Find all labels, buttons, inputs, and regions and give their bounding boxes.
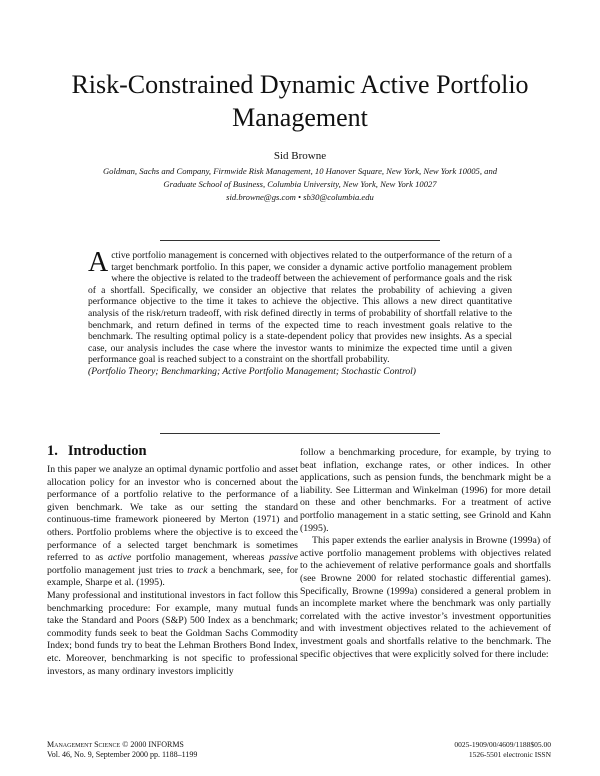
- paper-title: [40, 68, 560, 134]
- affiliation: [40, 165, 560, 204]
- section-number: 1.: [47, 443, 58, 459]
- affiliation-line-1: Goldman, Sachs and Company, Firmwide Risk Management, 10 Hanover Square, New York, New York 10005, and: [102, 166, 498, 176]
- journal-name: Management Science: [47, 740, 121, 749]
- right-column: [300, 447, 551, 661]
- intro-p1-text-b: portfolio management, whereas: [131, 552, 270, 564]
- intro-p1-text-d: a benchmark, see, for example, Sharpe et al. (1995).: [47, 564, 298, 589]
- author-name: Sid Browne: [273, 150, 327, 162]
- author-emails: sid.browne@gs.com • sb30@columbia.edu: [226, 192, 374, 202]
- intro-p1-active: active: [107, 552, 132, 564]
- issn-print: 0025-1909/00/4609/1188$05.00: [454, 740, 551, 749]
- affiliation-line-2: Graduate School of Business, Columbia University, New York, New York 10027: [163, 179, 437, 189]
- abstract: [88, 247, 512, 378]
- intro-paragraph-2: Many professional and institutional investors in fact follow this benchmarking procedure: For example, many mutual funds take the Standard and Poors (S&P) 500 Index as a benchmark; commodity funds seek to beat the Goldman Sachs Commodity Index; bond funds try to beat the Lehman Brothers Bond Index, etc. Moreover, benchmarking is not specific to professional investors, as many ordinary investors implicitly: [47, 589, 298, 677]
- footer-issn: [300, 740, 551, 760]
- intro-p1-text-c: portfolio management just tries to: [47, 564, 188, 576]
- abstract-keywords: (Portfolio Theory; Benchmarking; Active Portfolio Management; Stochastic Control): [88, 365, 416, 377]
- issn-electronic: 1526-5501 electronic ISSN: [468, 750, 551, 759]
- abstract-top-rule: [160, 240, 440, 241]
- title-line-1: Risk-Constrained Dynamic Active Portfolio: [71, 70, 529, 99]
- journal-copyright: © 2000 INFORMS: [120, 740, 184, 749]
- abstract-bottom-rule: [160, 433, 440, 434]
- title-line-2: Management: [232, 103, 368, 132]
- footer-journal-info: [47, 740, 197, 760]
- intro-p1-passive: passive: [269, 552, 298, 564]
- intro-paragraph-1: [47, 464, 298, 590]
- left-column: [47, 443, 298, 678]
- journal-volume: Vol. 46, No. 9, September 2000 pp. 1188–1199: [47, 750, 198, 759]
- intro-p1-track: track: [187, 564, 208, 576]
- abstract-text: ctive portfolio management is concerned with objectives related to the outperformance of the return of a target benchmark portfolio. In this paper, we consider a dynamic active portfolio management problem where the objective is related to the tradeoff between the achievement of performance goals and the risk of a shortfall. Specifically, we consider an objective that relates the probability of achieving a given performance objective to the time it takes to achieve the objective. This allows a new direct quantitative analysis of the risk/return tradeoff, with risk defined directly in terms of probability of shortfall relative to the benchmark, and return defined in terms of the expected time to reach investment goals relative to the benchmark. The resulting optimal policy is a state-dependent policy that provides new insights. As a special case, our analysis includes the case where the investor wants to minimize the expected time until a given performance goal is reached subject to a constraint on the shortfall probability.: [88, 250, 512, 366]
- section-title: Introduction: [67, 443, 147, 459]
- abstract-dropcap: A: [88, 247, 109, 278]
- intro-p1-text-a: In this paper we analyze an optimal dynamic portfolio and asset allocation policy for an investor who is concerned about the performance of a portfolio relative to the performance of a given benchmark. We take as our setting the standard continuous-time framework pioneered by Merton (1971) and others. Portfolio problems where the objective is to exceed the performance of a selected target benchmark is sometimes referred to as: [47, 464, 298, 564]
- intro-paragraph-4: This paper extends the earlier analysis in Browne (1999a) of active portfolio management problems with objectives related to the achievement of relative performance goals and shortfalls (see Browne 2000 for related stochastic differential games). Specifically, Browne (1999a) considered a general problem in an incomplete market where the benchmark was only partially correlated with the active investor’s investment opportunities and with investment objectives related to the achievement of investment goals and shortfalls relative to the benchmark. The specific objectives that were explicitly solved for there include:: [300, 535, 551, 660]
- intro-paragraph-3: follow a benchmarking procedure, for example, by trying to beat inflation, exchange rates, or other indices. In other applications, such as pension funds, the benchmark might be a liability. See Litterman and Winkelman (1996) for more detail on these and other benchmarks. For a treatment of active portfolio management in a static setting, see Grinold and Kahn (1995).: [300, 447, 551, 534]
- section-heading: [47, 443, 298, 460]
- footer-journal-line: [47, 740, 197, 750]
